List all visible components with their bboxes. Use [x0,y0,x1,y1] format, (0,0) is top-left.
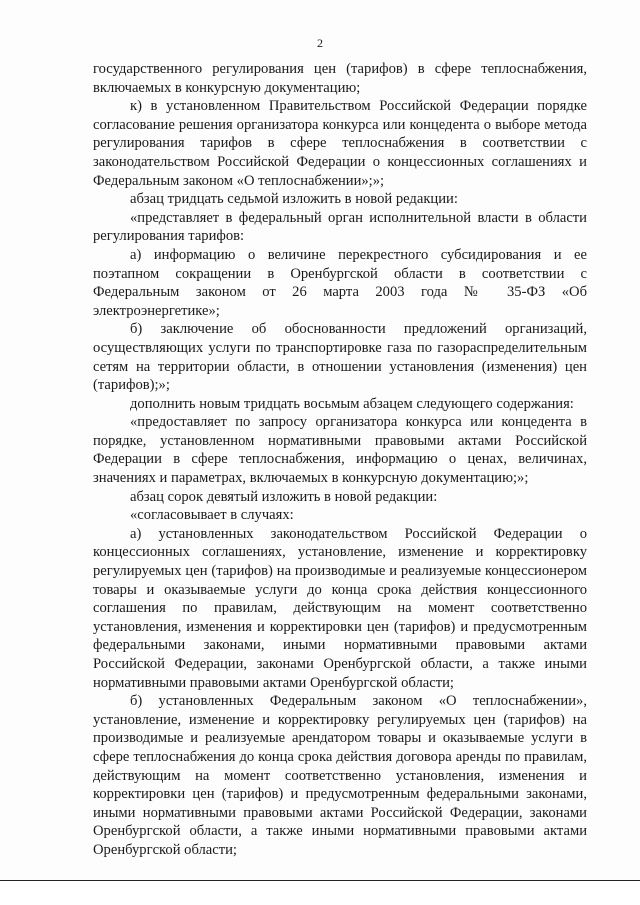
paragraph-amendment-49: абзац сорок девятый изложить в новой редакции: [130,488,438,505]
paragraph-amendment-38: дополнить новым тридцать восьмым абзацем следующего содержания: [130,395,574,412]
paragraph-item-a-information: а) информацию о величине перекрестного субсидирования и ее поэтапном сокращении в Оренбургской области в соответствии с Федеральным законом от 26 марта 2003 года № 35-ФЗ «Об электроэнергетике»; [93,246,587,319]
paragraph-item-k: к) в установленном Правительством Российской Федерации порядке согласование решения организатора конкурса или концедента о выборе метода регулирования тарифов в сфере теплоснабжения в соответствии с законодательством Российской Федерации о концессионных соглашениях и Федеральным законом «О теплоснабжении»;»; [93,98,587,189]
paragraph-item-b-lease: б) установленных Федеральным законом «О теплоснабжении», установление, изменение и корректировку регулируемых цен (тарифов) на производимые и реализуемые арендатором товары и оказываемые услуги в сфере теплоснабжения до конца срока действия договора аренды по правилам, действующим на момент соответственно установления, изменения и корректировки цен (тарифов) и предусмотренным федеральными законами, иными нормативными правовыми актами Российской Федерации, законами Оренбургской области, а также иными нормативными правовыми актами Оренбургской области; [93,693,587,858]
paragraph-amendment-37: абзац тридцать седьмой изложить в новой редакции: [130,191,458,208]
paragraph-continuation: государственного регулирования цен (тарифов) в сфере теплоснабжения, включаемых в конкурсную документацию; [93,61,587,96]
paragraph-item-b-conclusion: б) заключение об обоснованности предложений организаций, осуществляющих услуги по транспортировке газа по газораспределительным сетям на территории области, в отношении установления (изменения) цен (тарифов);»; [93,321,587,394]
paragraph-quote-represents: «представляет в федеральный орган исполнительной власти в области регулирования тарифов: [93,209,587,245]
paragraph-item-a-concession: а) установленных законодательством Российской Федерации о концессионных соглашениях, установление, изменение и корректировку регулируемых цен (тарифов) на производимые и реализуемые концессионером товары и оказываемые услуги до конца срока действия концессионного соглашения по правилам, действующим на момент соответственно установления, изменения и корректировки цен (тарифов) и предусмотренным федеральными законами, иными нормативными правовыми актами Российской Федерации, законами Оренбургской области, а также иными нормативными правовыми актами Оренбургской области; [93,525,587,691]
page-number: 2 [317,36,323,50]
document-body [93,60,587,860]
scan-bottom-margin [0,881,640,905]
paragraph-quote-agrees: «согласовывает в случаях: [130,507,294,524]
paragraph-quote-provides: «предоставляет по запросу организатора конкурса или концедента в порядке, установленном нормативными правовыми актами Российской Федерации в сфере теплоснабжения, информацию о ценах, величинах, значениях и параметрах, включаемых в конкурсную документацию;»; [93,414,587,487]
